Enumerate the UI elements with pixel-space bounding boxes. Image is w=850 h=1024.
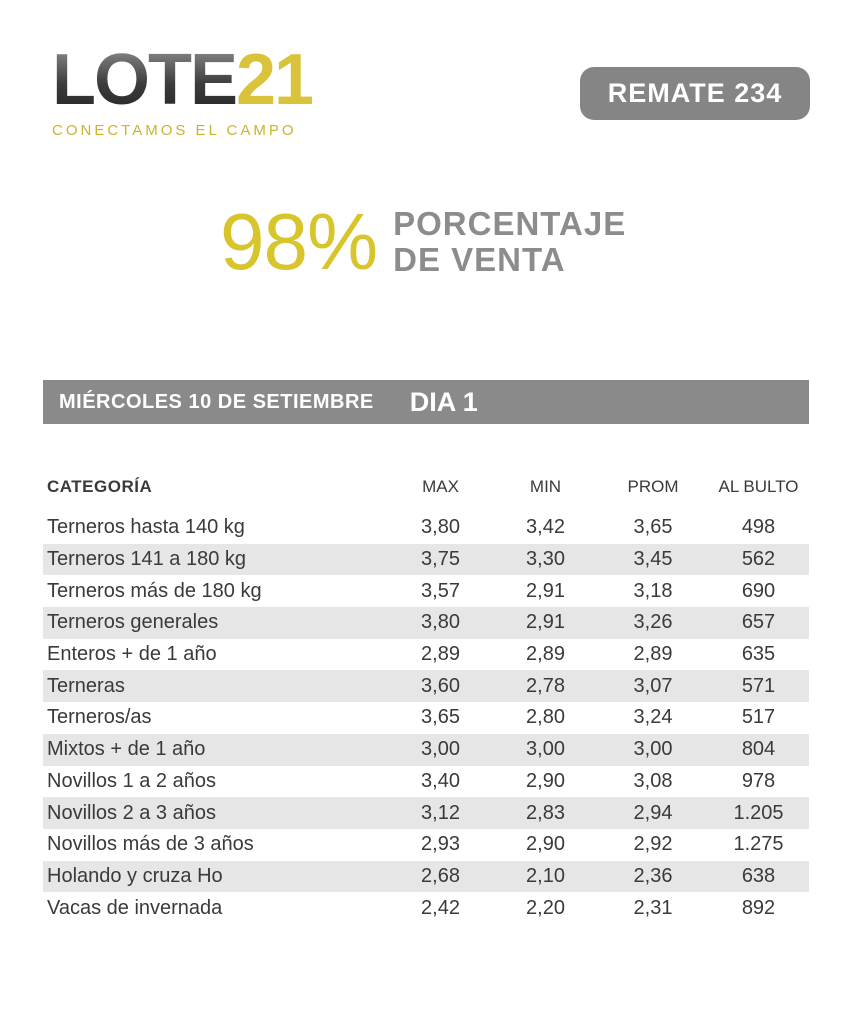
table-body xyxy=(43,512,809,924)
cell-category: Terneros más de 180 kg xyxy=(47,579,262,602)
cell-category: Terneros/as xyxy=(47,706,152,729)
table-row xyxy=(43,892,809,924)
table-row xyxy=(43,702,809,734)
cell-min: 2,80 xyxy=(526,706,565,729)
logo-number: 21 xyxy=(236,40,313,120)
logo-wordmark xyxy=(52,40,313,120)
cell-prom: 3,45 xyxy=(633,548,673,571)
cell-max: 3,40 xyxy=(421,769,460,792)
header-prom: PROM xyxy=(627,477,679,496)
header-bulto: AL BULTO xyxy=(718,477,799,496)
cell-min: 2,90 xyxy=(526,833,565,856)
table-row xyxy=(43,607,809,639)
cell-prom: 3,65 xyxy=(633,516,673,539)
cell-bulto: 1.275 xyxy=(733,833,784,856)
logo-lote-text: LOTE xyxy=(52,40,236,120)
cell-bulto: 804 xyxy=(741,738,776,761)
cell-category: Novillos 2 a 3 años xyxy=(47,801,216,824)
cell-prom: 2,31 xyxy=(633,896,673,919)
cell-bulto: 978 xyxy=(741,769,776,792)
cell-prom: 3,00 xyxy=(633,738,673,761)
header-max: MAX xyxy=(422,477,459,496)
table-row xyxy=(43,512,809,544)
cell-min: 2,78 xyxy=(526,674,565,697)
cell-prom: 3,24 xyxy=(633,706,673,729)
cell-bulto: 657 xyxy=(741,611,776,634)
cell-category: Terneras xyxy=(47,674,125,697)
cell-bulto: 892 xyxy=(741,896,776,919)
sale-percentage-block xyxy=(220,197,627,286)
table-row xyxy=(43,734,809,766)
cell-bulto: 690 xyxy=(741,579,776,602)
cell-category: Holando y cruza Ho xyxy=(47,864,223,887)
sale-percentage-label-line1: PORCENTAJE xyxy=(393,205,627,243)
cell-prom: 2,36 xyxy=(633,864,673,887)
cell-bulto: 1.205 xyxy=(733,801,784,824)
cell-min: 2,20 xyxy=(526,896,565,919)
header-category: CATEGORÍA xyxy=(47,477,153,496)
table-row xyxy=(43,639,809,671)
cell-max: 3,00 xyxy=(421,738,460,761)
sale-percentage-label xyxy=(393,206,626,277)
cell-category: Mixtos + de 1 año xyxy=(47,738,206,761)
cell-max: 3,12 xyxy=(421,801,460,824)
cell-bulto: 635 xyxy=(741,643,776,666)
cell-min: 3,00 xyxy=(526,738,565,761)
logo-tagline: CONECTAMOS EL CAMPO xyxy=(52,122,297,139)
cell-max: 2,68 xyxy=(421,864,460,887)
table-header-row xyxy=(43,472,809,502)
cell-max: 3,60 xyxy=(421,674,460,697)
cell-min: 2,91 xyxy=(526,579,565,602)
cell-prom: 3,18 xyxy=(633,579,673,602)
cell-bulto: 562 xyxy=(741,548,776,571)
cell-category: Terneros 141 a 180 kg xyxy=(47,548,247,571)
cell-max: 2,42 xyxy=(421,896,460,919)
cell-category: Terneros generales xyxy=(47,611,219,634)
header-min: MIN xyxy=(529,477,562,496)
sale-percentage-label-line2: DE VENTA xyxy=(393,241,566,278)
cell-bulto: 571 xyxy=(741,674,776,697)
cell-max: 3,80 xyxy=(421,516,460,539)
cell-bulto: 517 xyxy=(741,706,776,729)
table-row xyxy=(43,829,809,861)
cell-max: 2,93 xyxy=(421,833,460,856)
cell-max: 3,80 xyxy=(421,611,460,634)
cell-category: Novillos 1 a 2 años xyxy=(47,769,216,792)
price-table xyxy=(43,472,809,924)
day-label: DIA 1 xyxy=(409,386,478,417)
cell-prom: 3,07 xyxy=(633,674,673,697)
cell-min: 2,83 xyxy=(526,801,565,824)
table-row xyxy=(43,544,809,576)
table-row xyxy=(43,670,809,702)
cell-category: Novillos más de 3 años xyxy=(47,833,254,856)
cell-min: 2,89 xyxy=(526,643,565,666)
cell-prom: 3,08 xyxy=(633,769,673,792)
cell-min: 2,90 xyxy=(526,769,565,792)
cell-min: 3,42 xyxy=(526,516,565,539)
cell-prom: 3,26 xyxy=(633,611,673,634)
table-row xyxy=(43,766,809,798)
table-row xyxy=(43,797,809,829)
cell-bulto: 638 xyxy=(741,864,776,887)
cell-prom: 2,89 xyxy=(633,643,673,666)
cell-bulto: 498 xyxy=(741,516,776,539)
sale-percentage-value: 98% xyxy=(220,197,378,286)
cell-category: Vacas de invernada xyxy=(47,896,223,919)
cell-max: 3,65 xyxy=(421,706,460,729)
cell-max: 2,89 xyxy=(421,643,460,666)
brand-logo xyxy=(52,40,313,139)
cell-min: 2,91 xyxy=(526,611,565,634)
day-header-bar xyxy=(43,380,809,424)
table-row xyxy=(43,861,809,893)
remate-badge: REMATE 234 xyxy=(580,67,810,120)
cell-prom: 2,94 xyxy=(633,801,673,824)
cell-category: Terneros hasta 140 kg xyxy=(47,516,245,539)
cell-min: 2,10 xyxy=(526,864,565,887)
day-date: MIÉRCOLES 10 DE SETIEMBRE xyxy=(59,390,374,413)
cell-max: 3,57 xyxy=(421,579,460,602)
cell-category: Enteros + de 1 año xyxy=(47,643,217,666)
table-row xyxy=(43,575,809,607)
cell-min: 3,30 xyxy=(526,548,565,571)
cell-max: 3,75 xyxy=(421,548,460,571)
cell-prom: 2,92 xyxy=(633,833,673,856)
